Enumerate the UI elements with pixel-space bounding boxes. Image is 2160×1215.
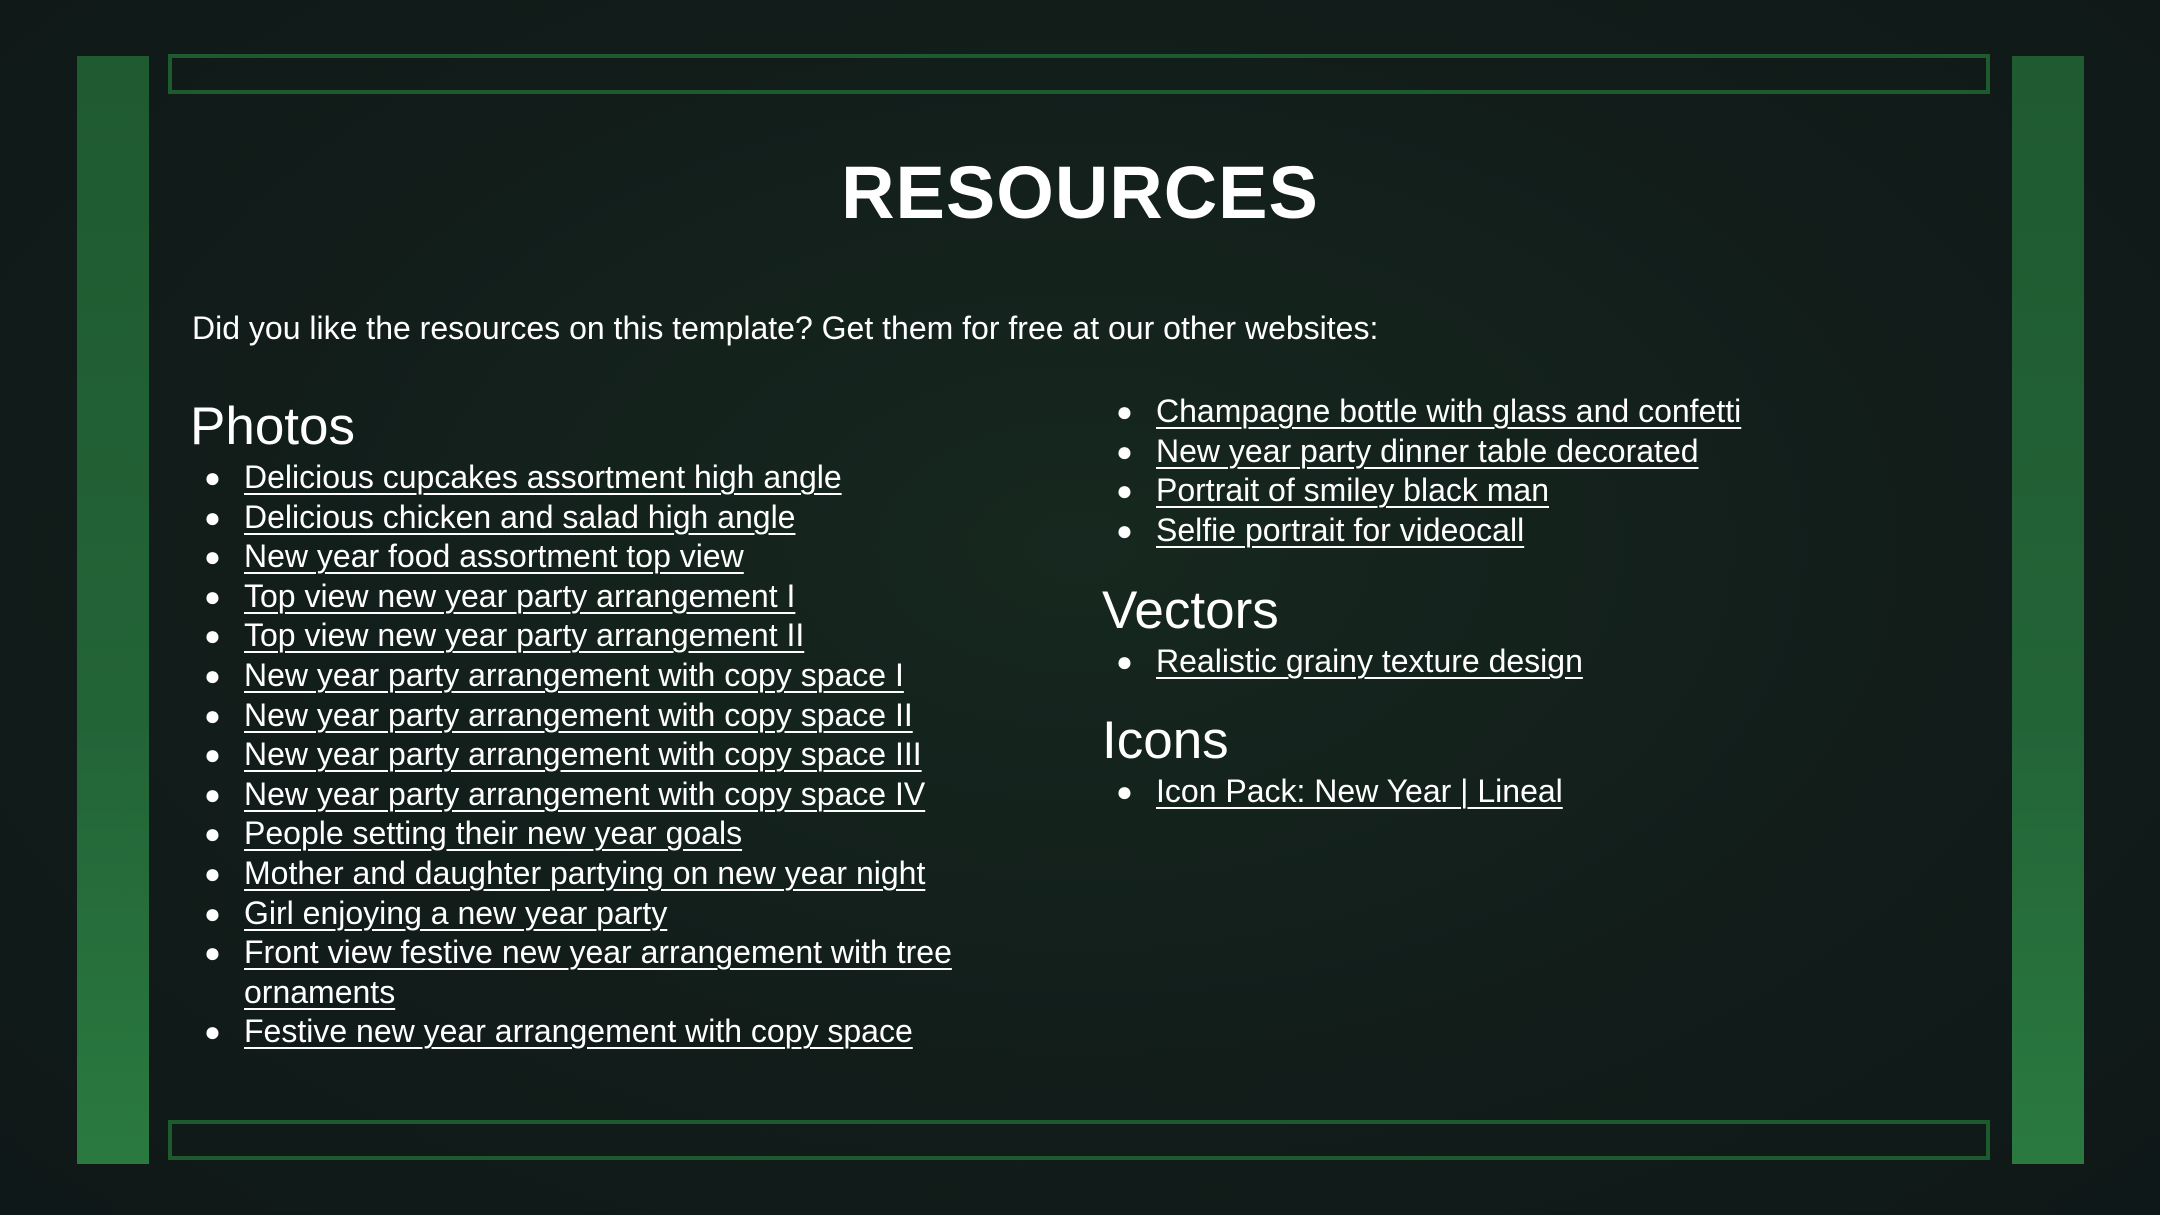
left-column: [190, 396, 1090, 1052]
photo-link[interactable]: New year party arrangement with copy space I: [244, 656, 904, 693]
photo-link[interactable]: Delicious cupcakes assortment high angle: [244, 459, 842, 495]
photo-link[interactable]: Mother and daughter partying on new year night: [244, 854, 926, 891]
photo-link[interactable]: Selfie portrait for videocall: [1156, 511, 1525, 548]
photo-link[interactable]: New year party arrangement with copy space III: [244, 736, 922, 773]
list-item: [1102, 642, 2002, 682]
bullet-icon: ●: [204, 659, 221, 691]
bullet-icon: ●: [204, 501, 221, 533]
list-item: [190, 1012, 1090, 1052]
bullet-icon: ●: [204, 778, 221, 810]
slide-title: RESOURCES: [841, 151, 1319, 234]
list-item: [190, 814, 1090, 854]
photo-link[interactable]: Top view new year party arrangement I: [244, 577, 796, 614]
photo-link[interactable]: Portrait of smiley black man: [1156, 472, 1550, 509]
list-item: [190, 656, 1090, 696]
list-item: [190, 696, 1090, 736]
list-item: [190, 854, 1090, 894]
photos-list-continued: [1102, 392, 2002, 550]
bullet-icon: ●: [204, 620, 221, 652]
photo-link[interactable]: New year food assortment top view: [244, 538, 744, 575]
photo-link[interactable]: Girl enjoying a new year party: [244, 894, 668, 931]
bullet-icon: ●: [204, 580, 221, 612]
top-frame-bar: [168, 54, 1990, 94]
bullet-icon: ●: [204, 897, 221, 929]
bullet-icon: ●: [204, 739, 221, 771]
bullet-icon: ●: [1116, 435, 1133, 467]
photo-link[interactable]: Delicious chicken and salad high angle: [244, 498, 796, 535]
right-column: [1102, 392, 2002, 812]
vectors-heading: Vectors: [1102, 581, 1279, 641]
bullet-icon: ●: [204, 937, 221, 969]
icons-heading: Icons: [1102, 710, 1229, 770]
list-item: [1102, 511, 2002, 551]
list-item: [190, 498, 1090, 538]
bullet-icon: ●: [1116, 514, 1133, 546]
bullet-icon: ●: [204, 541, 221, 573]
bottom-frame-bar: [168, 1120, 1990, 1160]
list-item: [190, 458, 1090, 498]
photo-link[interactable]: Top view new year party arrangement II: [244, 617, 805, 654]
photos-heading: Photos: [190, 397, 356, 456]
icons-list: [1102, 772, 2002, 812]
bullet-icon: ●: [204, 462, 221, 493]
list-item: [190, 537, 1090, 577]
bullet-icon: ●: [204, 699, 221, 731]
list-item: [190, 577, 1090, 617]
photos-list: [190, 458, 1090, 1052]
list-item: [190, 894, 1090, 934]
photo-link[interactable]: New year party arrangement with copy space IV: [244, 775, 926, 812]
list-item: [190, 775, 1090, 815]
bullet-icon: ●: [1116, 475, 1133, 507]
list-item: [1102, 432, 2002, 472]
photo-link[interactable]: Front view festive new year arrangement with tree ornaments: [244, 934, 952, 1010]
bullet-icon: ●: [1116, 396, 1133, 427]
photo-link[interactable]: New year party arrangement with copy space II: [244, 696, 913, 733]
bullet-icon: ●: [1116, 775, 1133, 807]
list-item: [190, 933, 1090, 1012]
photo-link[interactable]: New year party dinner table decorated: [1156, 432, 1699, 469]
intro-text: Did you like the resources on this template? Get them for free at our other websites:: [192, 310, 1379, 346]
icon-pack-link[interactable]: Icon Pack: New Year | Lineal: [1156, 772, 1563, 809]
photo-link[interactable]: Champagne bottle with glass and confetti: [1156, 393, 1742, 429]
list-item: [1102, 772, 2002, 812]
bullet-icon: ●: [204, 818, 221, 850]
list-item: [1102, 471, 2002, 511]
bullet-icon: ●: [204, 1016, 221, 1048]
list-item: [190, 735, 1090, 775]
bullet-icon: ●: [204, 857, 221, 889]
photo-link[interactable]: Festive new year arrangement with copy space: [244, 1013, 913, 1050]
vector-link[interactable]: Realistic grainy texture design: [1156, 643, 1583, 680]
vectors-list: [1102, 642, 2002, 682]
list-item: [190, 616, 1090, 656]
bullet-icon: ●: [1116, 646, 1133, 678]
photo-link[interactable]: People setting their new year goals: [244, 815, 743, 852]
list-item: [1102, 392, 2002, 432]
